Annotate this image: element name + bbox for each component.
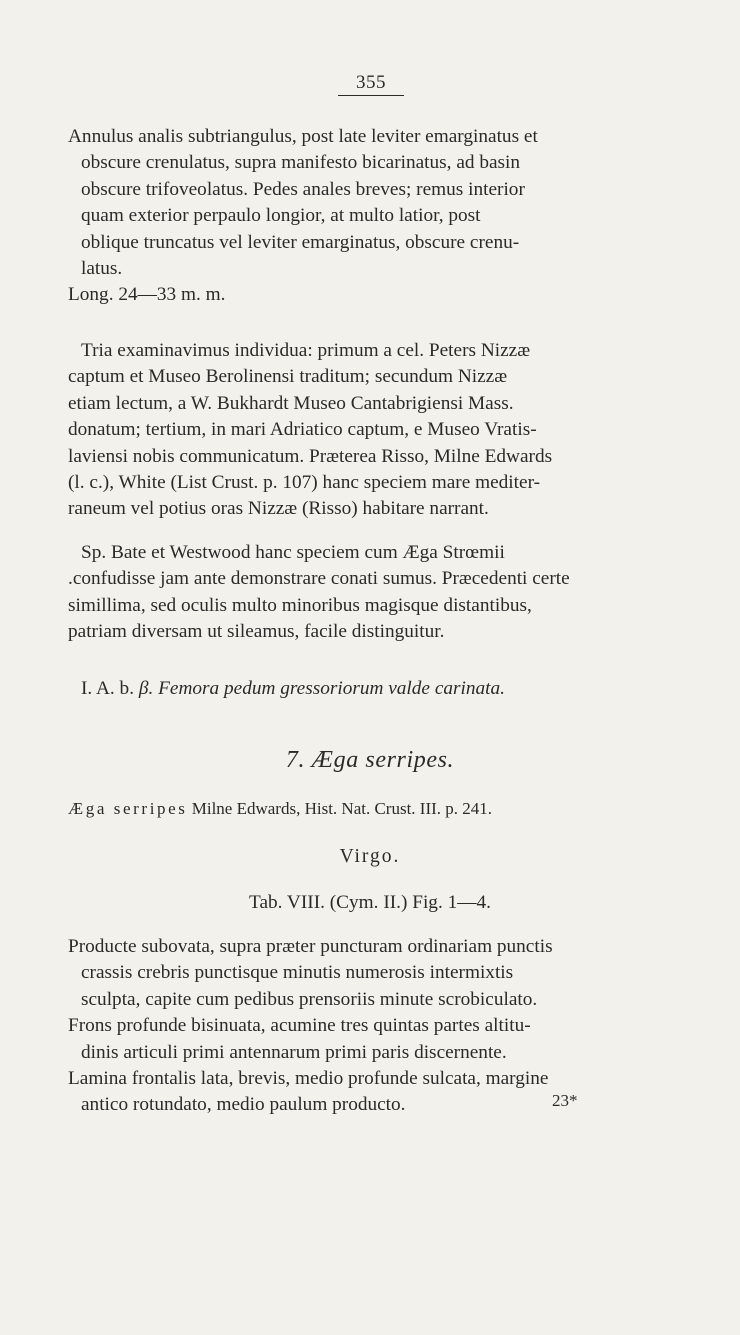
page-number: 355 [338, 72, 404, 96]
text-line: obscure trifoveolatus. Pedes anales breves; remus interior [81, 178, 525, 200]
text-line: dinis articuli primi antennarum primi paris discernente. [81, 1041, 507, 1063]
text-line: simillima, sed oculis multo minoribus magisque distantibus, [68, 594, 532, 616]
text-line: latus. [81, 258, 123, 280]
text-line: Frons profunde bisinuata, acumine tres quintas partes altitu- [68, 1015, 531, 1037]
text-line: crassis crebris punctisque minutis numerosis intermixtis [81, 962, 514, 984]
text-line: donatum; tertium, in mari Adriatico captum, e Museo Vratis- [68, 419, 537, 441]
text-line: captum et Museo Berolinensi traditum; secundum Nizzæ [68, 366, 508, 388]
text-line: antico rotundato, medio paulum producto. [81, 1094, 406, 1116]
text-line: Sp. Bate et Westwood hanc speciem cum Æga Strœmii [81, 542, 505, 563]
text-line: .confudisse jam ante demonstrare conati sumus. Præcedenti certe [68, 568, 570, 590]
text-line: Lamina frontalis lata, brevis, medio profunde sulcata, margine [68, 1068, 549, 1090]
text-line: laviensi nobis communicatum. Præterea Risso, Milne Edwards [68, 445, 553, 467]
paragraph-comparison [68, 540, 674, 646]
paragraph-specimens [68, 338, 674, 523]
section-prefix: I. A. b. [81, 678, 135, 699]
text-line: oblique truncatus vel leviter emarginatus, obscure crenu- [81, 231, 520, 253]
text-line: Annulus analis subtriangulus, post late leviter emarginatus et [68, 126, 538, 147]
section-text: Femora pedum gressoriorum valde carinata. [158, 678, 505, 699]
text-line: patriam diversam ut sileamus, facile distinguitur. [68, 621, 445, 643]
text-line: quam exterior perpaulo longior, at multo latior, post [81, 205, 481, 227]
text-line: Tria examinavimus individua: primum a cel. Peters Nizzæ [81, 340, 531, 361]
synonym-line [68, 797, 492, 821]
synonym-name: Æga serripes [68, 799, 188, 818]
text-line: sculpta, capite cum pedibus prensoriis minute scrobiculato. [81, 988, 538, 1010]
text-line: (l. c.), White (List Crust. p. 107) hanc speciem mare mediter- [68, 472, 541, 494]
text-line: Producte subovata, supra præter puncturam ordinariam punctis [68, 936, 553, 957]
sex-label: Virgo. [339, 846, 401, 867]
section-heading [81, 676, 505, 702]
section-beta: β. [138, 678, 154, 699]
signature-mark: 23* [552, 1091, 578, 1110]
text-line: etiam lectum, a W. Bukhardt Museo Cantabrigiensi Mass. [68, 392, 514, 414]
text-line: raneum vel potius oras Nizzæ (Risso) habitare narrant. [68, 498, 489, 520]
text-line: obscure crenulatus, supra manifesto bicarinatus, ad basin [81, 152, 521, 174]
synonym-citation: Milne Edwards, Hist. Nat. Crust. III. p. 241. [191, 799, 493, 818]
paragraph-anal-ring [68, 124, 674, 309]
length-measurement: Long. 24—33 m. m. [68, 284, 226, 306]
paragraph-description [68, 934, 674, 1119]
plate-reference: Tab. VIII. (Cym. II.) Fig. 1—4. [249, 892, 491, 913]
species-title: 7. Æga serripes. [285, 747, 455, 773]
